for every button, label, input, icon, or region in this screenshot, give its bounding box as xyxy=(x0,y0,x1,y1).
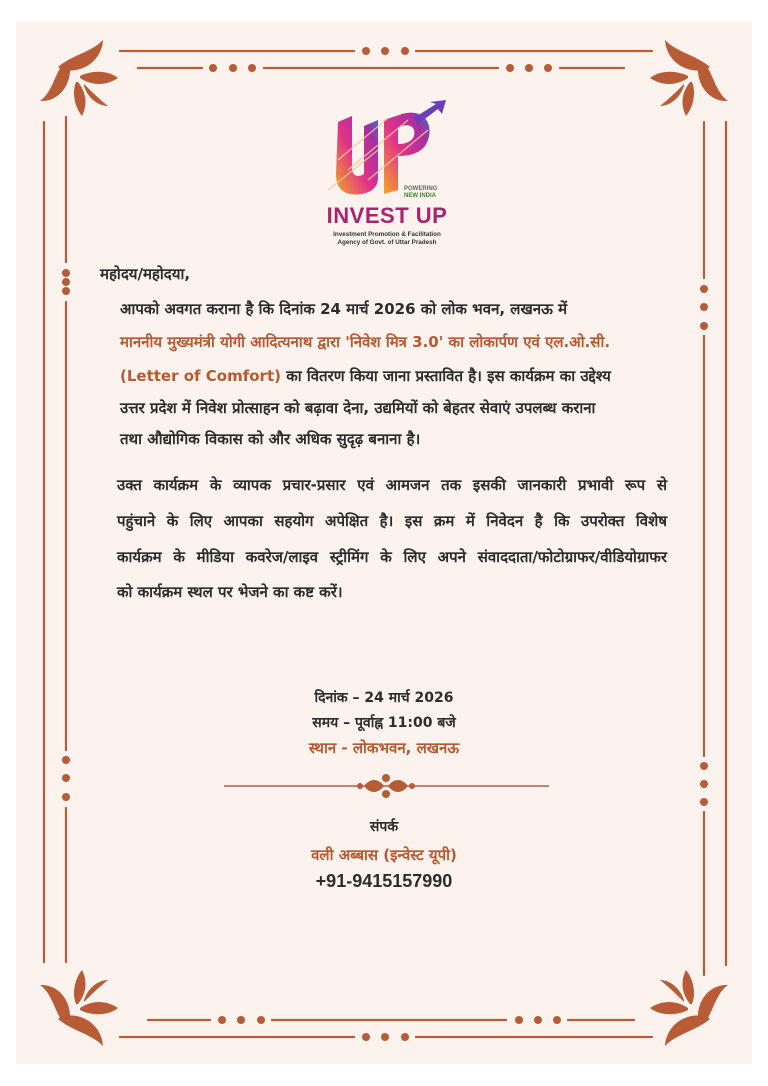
invest-up-logo xyxy=(318,100,456,250)
logo-title: INVEST UP xyxy=(326,203,448,228)
salutation: महोदय/महोदया, xyxy=(100,265,191,283)
letter-of-comfort-term: (Letter of Comfort) xyxy=(120,367,281,385)
logo-subtitle: Investment Promotion & Facilitation Agency of Govt. of Uttar Pradesh xyxy=(333,231,441,246)
event-date: दिनांक – 24 मार्च 2026 xyxy=(314,690,454,706)
paragraph-line: उक्त कार्यक्रम के व्यापक प्रचार-प्रसार एवं आमजन तक इसकी जानकारी प्रभावी रूप से xyxy=(117,476,667,494)
paragraph-line-accent: माननीय मुख्यमंत्री योगी आदित्यनाथ द्वारा 'निवेश मित्र 3.0' का लोकार्पण एवं एल.ओ.सी. xyxy=(120,333,611,351)
logo-tagline: POWERING NEW INDIA xyxy=(404,186,438,199)
paragraph-line: तथा औद्योगिक विकास को और अधिक सुदृढ़ बनाना है। xyxy=(120,430,421,448)
paragraph-line: पहुंचाने के लिए आपका सहयोग अपेक्षित है। इस क्रम में निवेदन है कि उपरोक्त विशेष xyxy=(117,512,667,530)
paragraph-line: को कार्यक्रम स्थल पर भेजने का कष्ट करें। xyxy=(117,583,343,601)
up-arrows-logo-icon xyxy=(318,100,456,200)
event-venue: स्थान - लोकभवन, लखनऊ xyxy=(308,739,460,757)
contact-name: वली अब्बास (इन्वेस्ट यूपी) xyxy=(311,846,457,864)
paragraph-line: (Letter of Comfort) का वितरण किया जाना प्रस्तावित है। इस कार्यक्रम का उद्देश्य xyxy=(120,367,611,385)
paragraph-line: कार्यक्रम के मीडिया कवरेज/लाइव स्ट्रीमिंग के लिए अपने संवाददाता/फोटोग्राफर/वीडियोग्राफर xyxy=(117,548,667,566)
contact-heading: संपर्क xyxy=(369,819,399,835)
contact-phone[interactable]: +91-9415157990 xyxy=(315,871,453,891)
paragraph-line: उत्तर प्रदेश में निवेश प्रोत्साहन को बढ़ावा देना, उद्यमियों को बेहतर सेवाएं उपलब्ध कराना xyxy=(120,399,596,417)
event-time: समय – पूर्वाह्न 11:00 बजे xyxy=(312,715,456,731)
paragraph-line: आपको अवगत कराना है कि दिनांक 24 मार्च 2026 को लोक भवन, लखनऊ में xyxy=(120,300,568,318)
